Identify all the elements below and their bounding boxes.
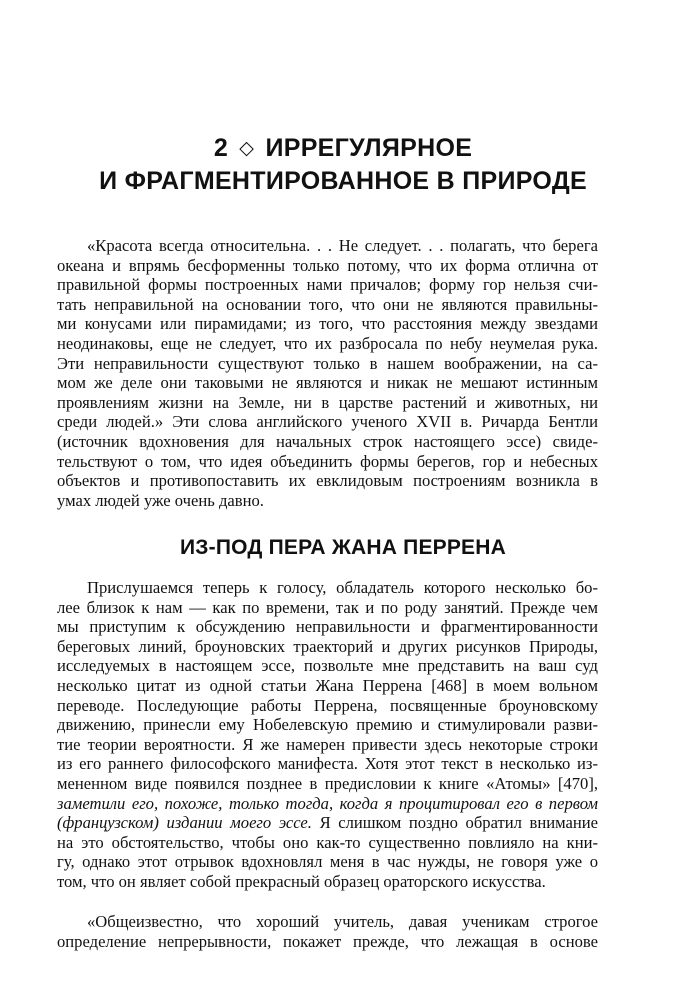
chapter-number: 2 xyxy=(213,134,229,162)
text-line: мом же деле они таковыми не являются и никак не мешают истинным xyxy=(57,373,598,393)
text-line: тельствуют о том, что идея объединить формы берегов, гор и небесных xyxy=(57,451,598,471)
section-heading: ИЗ-ПОД ПЕРА ЖАНА ПЕРРЕНА xyxy=(179,536,506,559)
quote-paragraph xyxy=(57,912,598,951)
text-line: из его раннего философского манифеста. Хотя этот текст в несколько из- xyxy=(57,754,598,774)
text-line: тать неправильной на основании того, что они не являются правильны- xyxy=(57,294,598,314)
mixed-text-line xyxy=(57,813,598,833)
text-line: «Общеизвестно, что хороший учитель, давая ученикам строгое xyxy=(87,912,598,931)
text-line: движению, принесли ему Нобелевскую премию и стимулировали разви- xyxy=(57,715,598,735)
text-line: переводе. Последующие работы Перрена, посвященные броуновскому xyxy=(57,695,598,715)
chapter-title-line-1 xyxy=(60,133,626,166)
perrin-paragraph xyxy=(57,578,598,892)
chapter-title xyxy=(60,133,626,196)
text-line: неодинаковы, еще не следует, что их разбросала по небу неумелая рука. xyxy=(57,333,598,353)
text-line: океана и впрямь бесформенны только потому, что их форма отлична от xyxy=(57,255,598,275)
text-line: Эти неправильности существуют только в нашем воображении, на са- xyxy=(57,353,598,373)
text-line: мененном виде появился позднее в предисловии к книге «Атомы» [470], xyxy=(57,773,598,793)
text-line: «Красота всегда относительна. . . Не следует. . . полагать, что берега xyxy=(87,236,598,255)
text-line: исследуемых в настоящем эссе, позвольте мне представить на ваш суд xyxy=(57,656,598,676)
text-line: мы приступим к обсуждению неправильности и фрагментированности xyxy=(57,617,598,637)
chapter-title-line-2: И ФРАГМЕНТИРОВАННОЕ В ПРИРОДЕ xyxy=(99,167,587,195)
text-line: (источник вдохновения для начальных строк настоящего эссе) свиде- xyxy=(57,431,598,451)
chapter-title-text-1: ИРРЕГУЛЯРНОЕ xyxy=(265,134,473,162)
text-line: гу, однако этот отрывок вдохновлял меня в час нужды, не говоря уже о xyxy=(57,852,598,872)
text-line: умах людей уже очень давно. xyxy=(57,490,264,510)
text-line: определение непрерывности, покажет прежде, что лежащая в основе xyxy=(57,931,598,951)
text-line: среди людей.» Эти слова английского ученого XVII в. Ричарда Бентли xyxy=(57,412,598,432)
italic-text-fragment: (французском) издании моего эссе. xyxy=(57,813,312,833)
intro-paragraph xyxy=(57,236,598,510)
text-line: ми конусами или пирамидами; из того, что расстояния между звездами xyxy=(57,314,598,334)
italic-text-line: заметили его, похоже, только тогда, когда я процитировал его в первом xyxy=(57,793,598,813)
text-line: лее близок к нам — как по времени, так и по роду занятий. Прежде чем xyxy=(57,597,598,617)
text-line: проявлениям жизни на Земле, ни в царстве растений и животных, ни xyxy=(57,392,598,412)
diamond-separator-icon: ◇ xyxy=(239,138,255,159)
text-fragment: Я слишком поздно обратил внимание xyxy=(311,813,599,833)
text-line: объектов и противопоставить их евклидовым построениям возникла в xyxy=(57,471,598,491)
text-line: том, что он являет собой прекрасный образец ораторского искусства. xyxy=(57,871,546,891)
text-line: Прислушаемся теперь к голосу, обладатель которого несколько бо- xyxy=(87,578,598,597)
text-line: на это обстоятельство, чтобы оно как-то существенно повлияло на кни- xyxy=(57,832,598,852)
text-line: правильной формы построенных нами причалов; форму гор нельзя счи- xyxy=(57,275,598,295)
text-line: тие теории вероятности. Я же намерен привести здесь некоторые строки xyxy=(57,734,598,754)
text-line: береговых линий, броуновских траекторий и других рисунков Природы, xyxy=(57,636,598,656)
text-line: несколько цитат из одной статьи Жана Перрена [468] в моем вольном xyxy=(57,675,598,695)
